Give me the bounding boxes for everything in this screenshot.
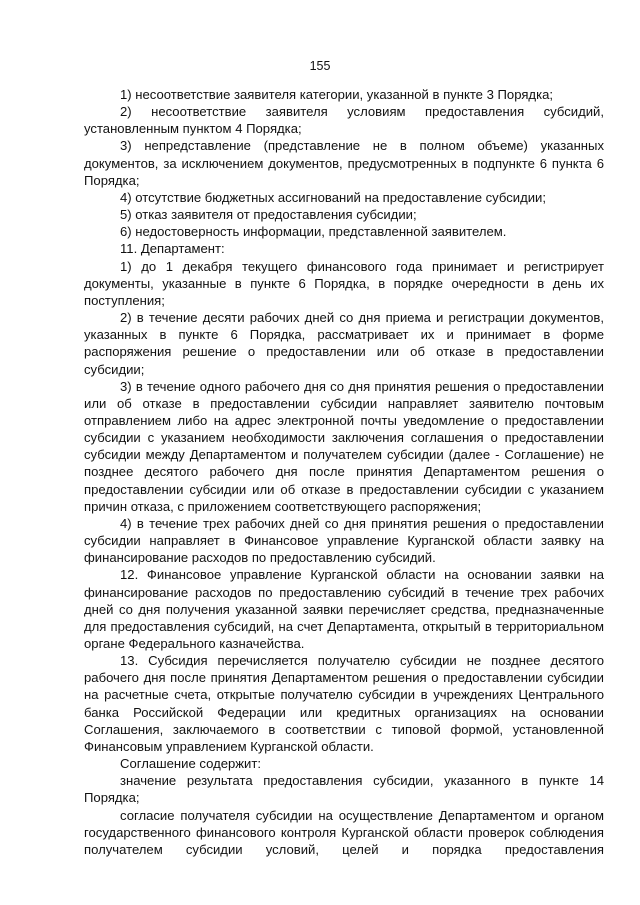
paragraph-1-item-3: 3) непредставление (представление не в полном объеме) указанных документов, за исключением документов, предусмотренных в подпункте 6 пункта 6 Порядка; — [84, 138, 604, 188]
paragraph-1-item-4: 4) отсутствие бюджетных ассигнований на предоставление субсидии; — [120, 189, 546, 205]
paragraph-1-item-2: 2) несоответствие заявителя условиям предоставления субсидий, установленным пунктом 4 Порядка; — [84, 104, 604, 137]
section-11-item-2: 2) в течение десяти рабочих дней со дня приема и регистрации документов, указанных в пункте 6 Порядка, рассматривает их и принимает в форме распоряжения решение о предоставлении или об отказе в предоставлении субсидии; — [84, 310, 604, 377]
document-body — [84, 86, 604, 858]
section-12-paragraph: 12. Финансовое управление Курганской области на основании заявки на финансирование расходов по предоставлению субсидий в течение трех рабочих дней со дня получения указанной заявки перечисляет средства, предназначенные для предоставления субсидий, на счет Департамента, открытый в территориальном органе Федерального казначейства. — [84, 567, 604, 651]
agreement-contents-heading: Соглашение содержит: — [120, 756, 262, 772]
section-11-heading: 11. Департамент: — [120, 241, 225, 257]
section-11-item-4: 4) в течение трех рабочих дней со дня принятия решения о предоставлении субсидии направляет в Финансовое управление Курганской области заявку на финансирование расходов по предоставлению субсидий. — [84, 515, 604, 566]
agreement-item-consent: согласие получателя субсидии на осуществление Департаментом и органом государственного финансового контроля Курганской области проверок соблюдения получателем субсидии условий, целей и порядка предоставления — [84, 807, 604, 857]
agreement-item-result-value: значение результата предоставления субсидии, указанного в пункте 14 Порядка; — [84, 773, 604, 806]
section-13-paragraph: 13. Субсидия перечисляется получателю субсидии не позднее десятого рабочего дня после принятия Департаментом решения о предоставлении субсидии на расчетные счета, открытые получателю субсидии в учреждениях Центрального банка Российской Федерации или кредитных организациях на основании Соглашения, заключаемого в соответствии с типовой формой, установленной Финансовым управлением Курганской области. — [84, 653, 604, 754]
section-11-item-1: 1) до 1 декабря текущего финансового года принимает и регистрирует документы, указанные в пункте 6 Порядка, в порядке очередности в день их поступления; — [84, 258, 604, 308]
paragraph-1-item-5: 5) отказ заявителя от предоставления субсидии; — [120, 207, 417, 223]
section-11-item-3: 3) в течение одного рабочего дня со дня принятия решения о предоставлении или об отказе в предоставлении субсидии направляет заявителю почтовым отправлением либо на адрес электронной почты уведомление о предоставлении субсидии с указанием необходимости заключения соглашения о предоставлении субсидии между Департаментом и получателем субсидии (далее - Соглашение) не позднее десятого рабочего дня после принятия Департаментом решения о предоставлении субсидии или об отказе в предоставлении субсидии с указанием причин отказа, с приложением соответствующего распоряжения; — [84, 378, 604, 514]
paragraph-1-item-6: 6) недостоверность информации, представленной заявителем. — [120, 224, 507, 240]
page-number: 155 — [309, 59, 331, 73]
paragraph-1-item-1: 1) несоответствие заявителя категории, указанной в пункте 3 Порядка; — [120, 87, 554, 102]
